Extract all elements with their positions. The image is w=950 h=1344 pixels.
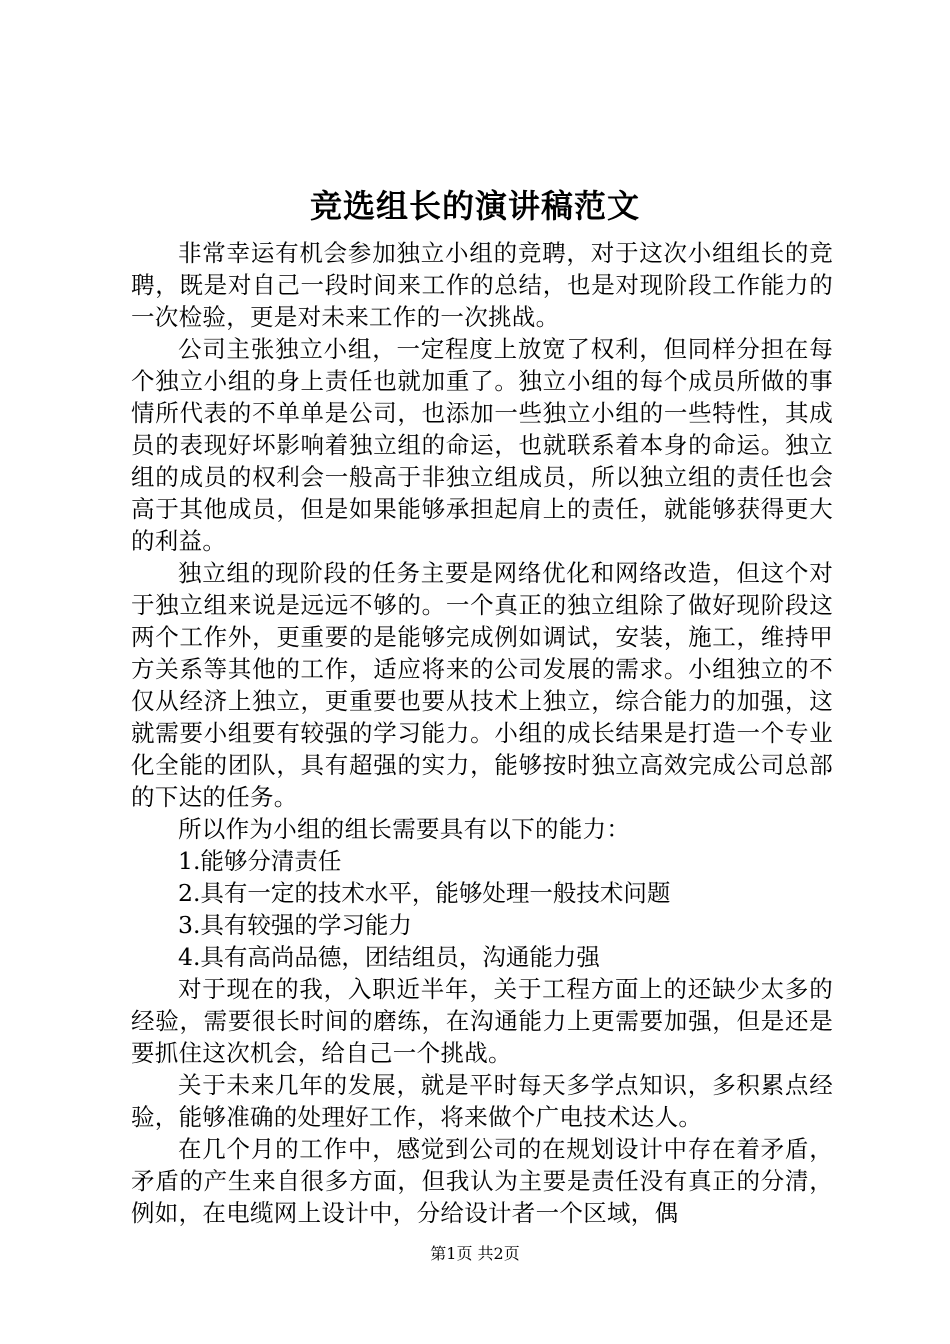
document-title: 竞选组长的演讲稿范文 xyxy=(309,187,640,225)
paragraph-2: 公司主张独立小组，一定程度上放宽了权利，但同样分担在每个独立小组的身上责任也就加重了。独立小组的每个成员所做的事情所代表的不单单是公司，也添加一些独立小组的一些特性，其成员的表现好坏影响着独立组的命运，也就联系着本身的命运。独立组的成员的权利会一般高于非独立组成员，所以独立组的责任也会高于其他成员，但是如果能够承担起肩上的责任，就能够获得更大的利益。 xyxy=(131,335,833,555)
list-item-2: 2.具有一定的技术水平，能够处理一般技术问题 xyxy=(178,879,671,907)
paragraph-1: 非常幸运有机会参加独立小组的竞聘，对于这次小组组长的竞聘，既是对自己一段时间来工作的总结，也是对现阶段工作能力的一次检验，更是对未来工作的一次挑战。 xyxy=(131,239,833,331)
paragraph-6: 关于未来几年的发展，就是平时每天多学点知识，多积累点经验，能够准确的处理好工作，将来做个广电技术达人。 xyxy=(131,1071,833,1131)
paragraph-7: 在几个月的工作中，感觉到公司的在规划设计中存在着矛盾，矛盾的产生来自很多方面，但我认为主要是责任没有真正的分清，例如，在电缆网上设计中，分给设计者一个区域，偶 xyxy=(131,1135,833,1227)
paragraph-4: 所以作为小组的组长需要具有以下的能力： xyxy=(178,815,631,843)
list-item-1: 1.能够分清责任 xyxy=(178,847,342,875)
document-body xyxy=(131,237,833,1229)
page-footer: 第1页 共2页 xyxy=(430,1244,520,1263)
paragraph-5: 对于现在的我，入职近半年，关于工程方面上的还缺少太多的经验，需要很长时间的磨练，在沟通能力上更需要加强，但是还是要抓住这次机会，给自己一个挑战。 xyxy=(131,975,833,1067)
list-item-3: 3.具有较强的学习能力 xyxy=(178,911,412,939)
list-item-4: 4.具有高尚品德，团结组员，沟通能力强 xyxy=(178,943,600,971)
paragraph-3: 独立组的现阶段的任务主要是网络优化和网络改造，但这个对于独立组来说是远远不够的。一个真正的独立组除了做好现阶段这两个工作外，更重要的是能够完成例如调试，安装，施工，维持甲方关系等其他的工作，适应将来的公司发展的需求。小组独立的不仅从经济上独立，更重要也要从技术上独立，综合能力的加强，这就需要小组要有较强的学习能力。小组的成长结果是打造一个专业化全能的团队，具有超强的实力，能够按时独立高效完成公司总部的下达的任务。 xyxy=(131,559,833,811)
